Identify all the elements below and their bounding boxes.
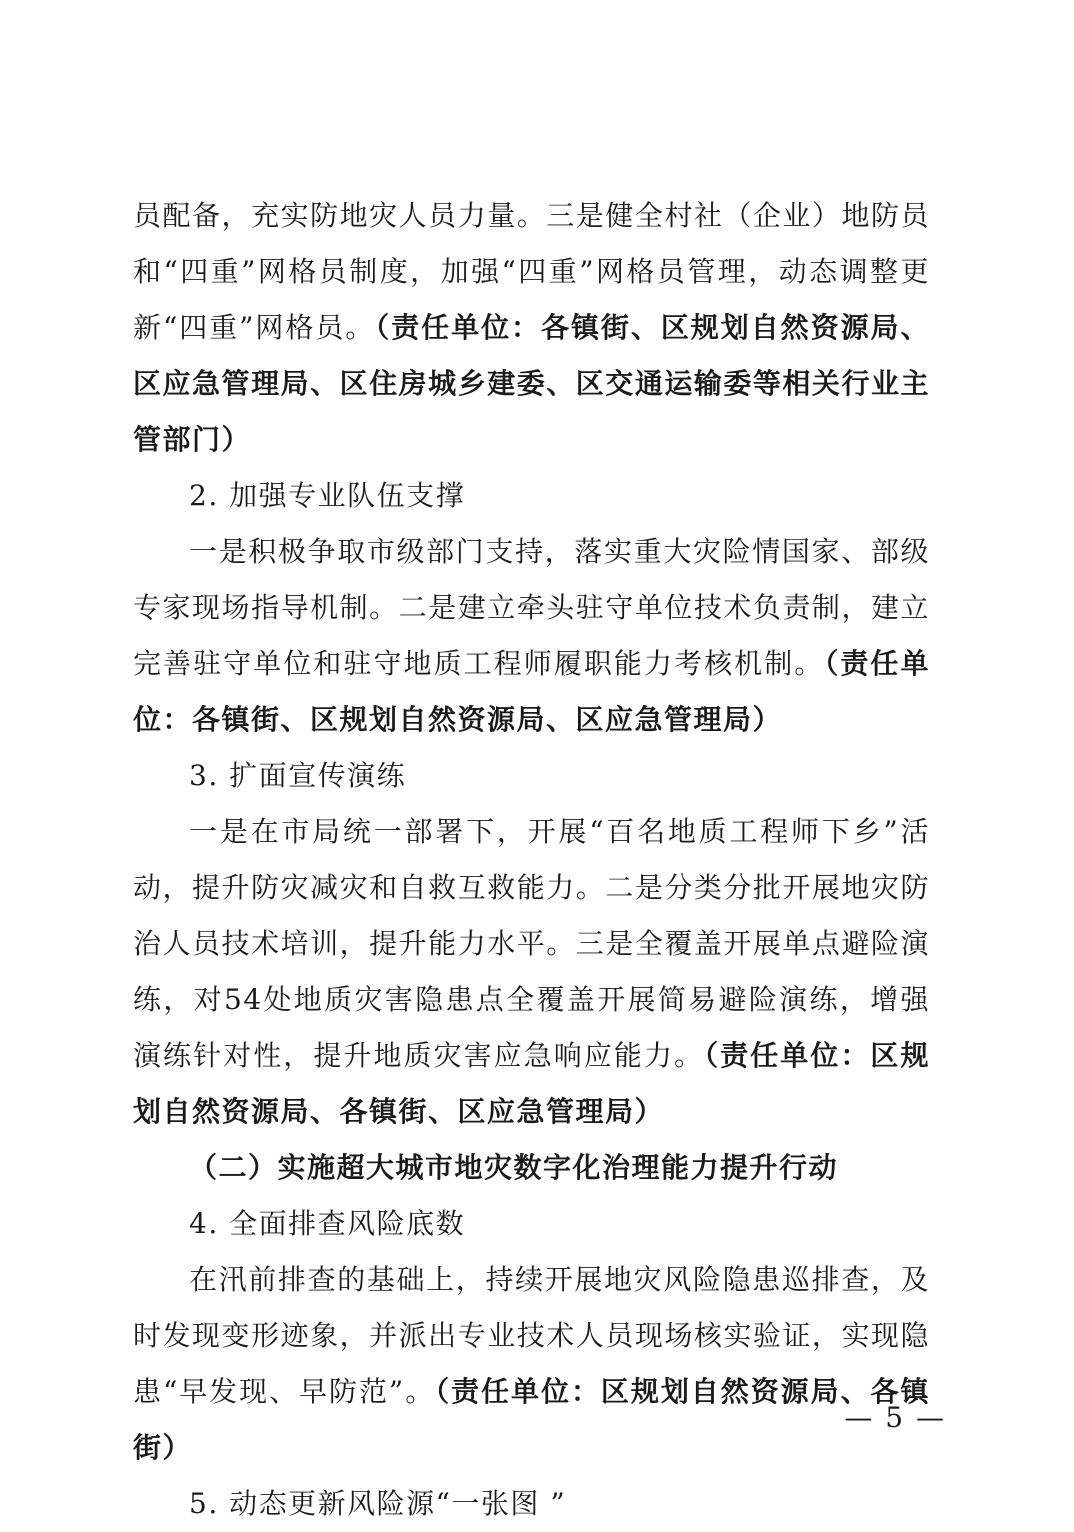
heading-4: 4. 全面排查风险底数 [189,1207,466,1240]
paragraph-1 [133,188,930,468]
heading-2: 2. 加强专业队伍支撑 [189,479,466,512]
paragraph-4-responsible-units: （责任单位：区规划自然资源局、各镇街） [133,1375,930,1464]
section-heading-2: （二）实施超大城市地灾数字化治理能力提升行动 [189,1151,839,1184]
document-body [133,188,930,1532]
paragraph-4-text: 在汛前排查的基础上，持续开展地灾风险隐患巡排查，及时发现变形迹象，并派出专业技术人员现场核实验证，实现隐患“早发现、早防范”。 [133,1263,930,1408]
page-number: — 5 — [844,1401,946,1434]
heading-3: 3. 扩面宣传演练 [189,759,407,792]
heading-5: 5. 动态更新风险源“一张图 ” [189,1487,567,1520]
paragraph-1-responsible-units: （责任单位：各镇街、区规划自然资源局、区应急管理局、区住房城乡建委、区交通运输委等相关行业主管部门） [133,311,930,456]
paragraph-3 [133,804,930,1140]
paragraph-3-responsible-units: （责任单位：区规划自然资源局、各镇街、区应急管理局） [133,1039,930,1128]
paragraph-1-text: 员配备，充实防地灾人员力量。三是健全村社（企业）地防员和“四重”网格员制度，加强“四重”网格员管理，动态调整更新“四重”网格员。 [133,199,930,344]
paragraph-4 [133,1252,930,1476]
paragraph-2-text: 一是积极争取市级部门支持，落实重大灾险情国家、部级专家现场指导机制。二是建立牵头驻守单位技术负责制，建立完善驻守单位和驻守地质工程师履职能力考核机制。 [133,535,930,680]
paragraph-2 [133,524,930,748]
paragraph-3-text: 一是在市局统一部署下，开展“百名地质工程师下乡”活动，提升防灾减灾和自救互救能力。二是分类分批开展地灾防治人员技术培训，提升能力水平。三是全覆盖开展单点避险演练，对54处地质灾害隐患点全覆盖开展简易避险演练，增强演练针对性，提升地质灾害应急响应能力。 [133,815,930,1072]
paragraph-2-responsible-units: （责任单位：各镇街、区规划自然资源局、区应急管理局） [133,647,930,736]
